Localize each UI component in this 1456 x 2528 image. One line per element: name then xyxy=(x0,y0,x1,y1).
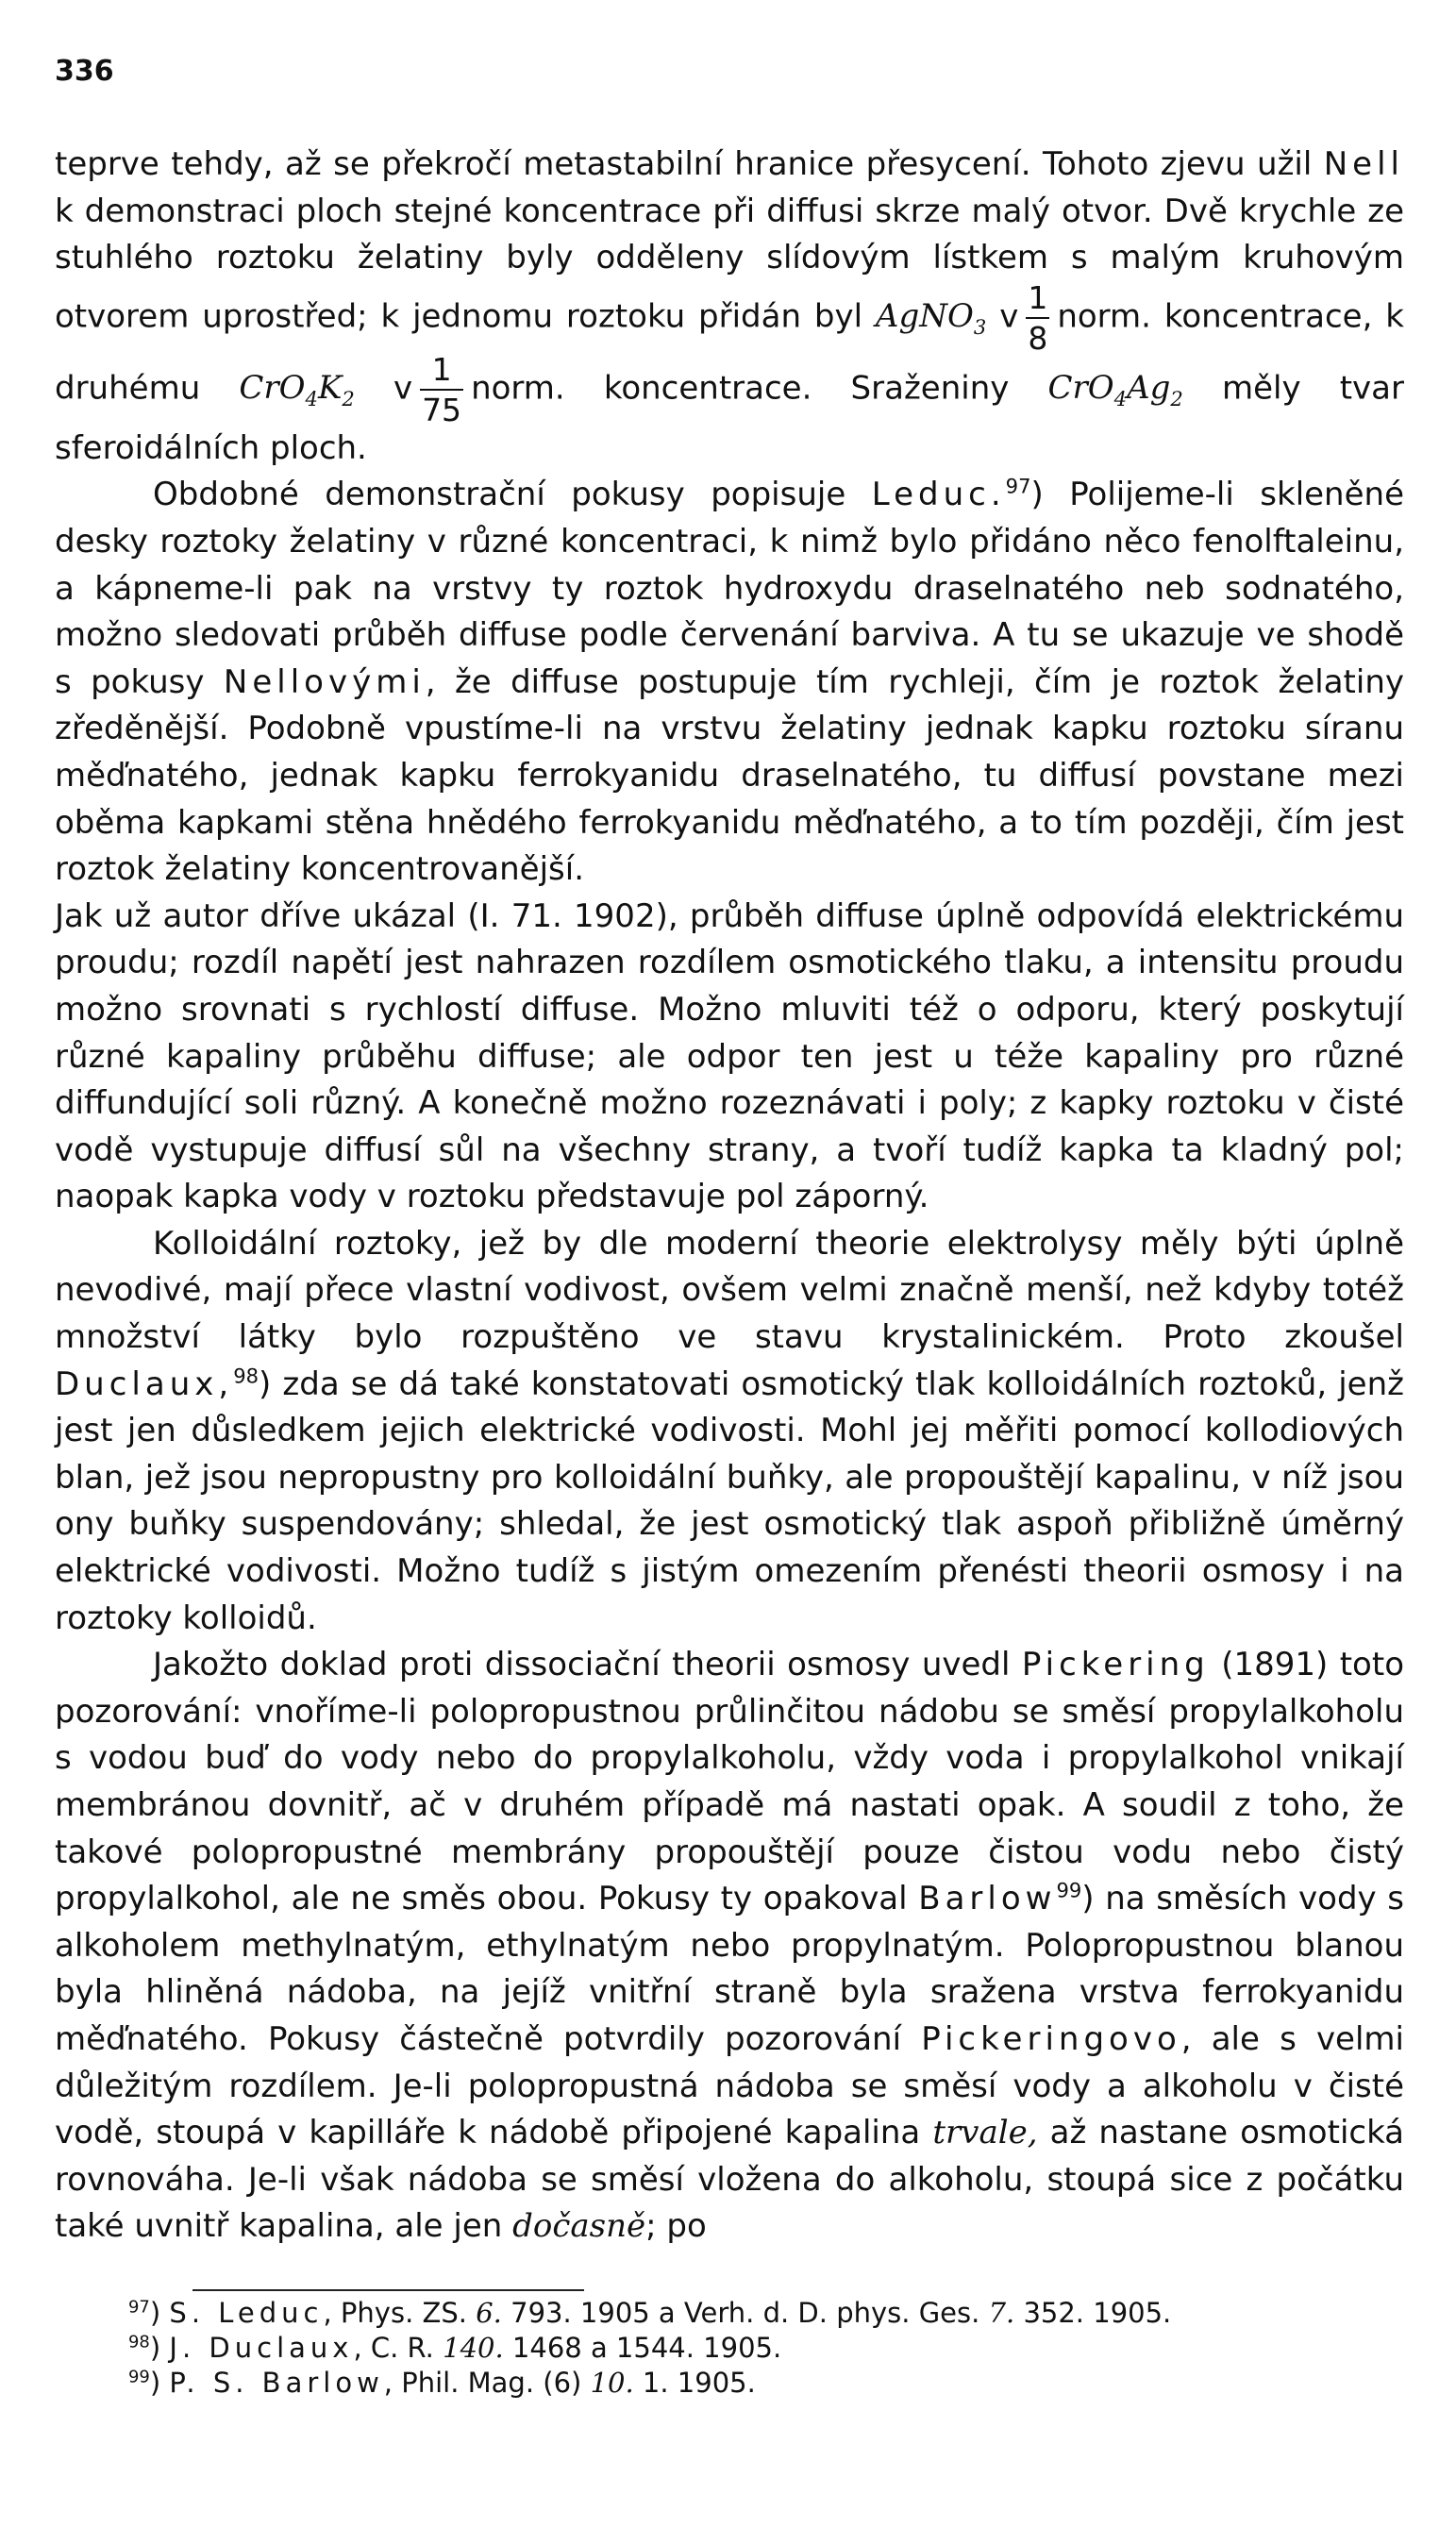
footnote-ref-98: 98 xyxy=(233,1364,259,1388)
text-run: měly tvar sferoidálních ploch. xyxy=(55,369,1404,467)
text-run: , ale s velmi důležitým rozdílem. Je-li polopropustná nádoba se směsí vody a alkoholu v čisté vodě, stoupá v kapilláře k nádobě připojené kapalina xyxy=(55,2019,1404,2152)
footnote-ref-99: 99 xyxy=(1056,1878,1082,1902)
author-name-nellovymi: Nellovými xyxy=(223,662,426,701)
text-run: (1891) toto pozorování: vnoříme-li polopropustnou průlinčitou nádobu se směsí propylalkoholu s vodou buď do vody nebo do propylalkoholu, vždy voda i propylalkohol vnikají membránou dovnitř, ač v druhém případě má nastati opak. A soudil z toho, že takové polopropustné membrány propouštějí pouze čistou vodu nebo čistý propylalkohol, ale ne směs obou. Pokusy ty opakoval xyxy=(55,1646,1404,1918)
emphasis-trvale: trvale, xyxy=(932,2114,1038,2152)
footnote-separator xyxy=(192,2289,584,2291)
footnote-99: $^{99}$) P. S. Barlow, Phil. Mag. (6) 10. 1. 1905. xyxy=(128,2367,756,2399)
page-number: 336 xyxy=(55,55,114,88)
text-run: Jakožto doklad proti dissociační theorii osmosy uvedl xyxy=(153,1646,1011,1684)
paragraph-5 xyxy=(55,1642,1404,2251)
text-run: k demonstraci ploch stejné koncentrace při diffusi skrze malý otvor. Dvě krychle ze stuhlého roztoku želatiny byly odděleny slídovým lístkem s malým kruhovým otvorem uprostřed; k jednomu roztoku přidán byl xyxy=(55,192,1404,336)
author-name-pickering: Pickering xyxy=(1021,1646,1210,1684)
text-run: teprve tehdy, až se překročí metastabilní hranice přesycení. Tohoto zjevu užil xyxy=(55,145,1313,183)
text-run: Obdobné demonstrační pokusy popisuje xyxy=(153,476,846,514)
text-run: až nastane osmotická rovnováha. Je-li však nádoba se směsí vložena do alkoholu, stoupá sice z počátku také uvnitř kapalina, ale jen xyxy=(55,2114,1405,2246)
paragraph-1 xyxy=(55,142,1404,472)
text-run: v xyxy=(999,297,1019,336)
text-run: ) na směsích vody s alkoholem methylnatým, ethylnatým nebo propylnatým. Polopropustnou blanou byla hliněná nádoba, na jejíž vnitřní straně byla sražena vrstva ferrokyanidu měďnatého. Pokusy částečně potvrdily pozorování xyxy=(55,1880,1405,2058)
formula-cro4k2: $CrO_4K_2$ xyxy=(239,369,355,411)
paragraph-2 xyxy=(55,472,1404,893)
formula-cro4ag2: $CrO_4Ag_2$ xyxy=(1047,369,1183,411)
paragraph-4 xyxy=(55,1221,1404,1642)
body-text xyxy=(55,142,1404,2251)
text-run: Kolloidální roztoky, jež by dle moderní theorie elektrolysy měly býti úplně nevodivé, mají přece vlastní vodivost, ovšem velmi značně menší, než kdyby totéž množství látky bylo rozpuštěno ve stavu krystalinickém. Proto zkoušel xyxy=(55,1224,1404,1357)
text-run: ) zda se dá také konstatovati osmotický tlak kolloidálních roztoků, jenž jest jen důsledkem jejich elektrické vodivosti. Mohl jej měřiti pomocí kollodiových blan, jež jsou nepropustny pro kolloidální buňky, ale propouštějí kapalinu, v níž jsou ony buňky suspendovány; shledal, že jest osmotický tlak aspoň přibližně úměrný elektrické vodivosti. Možno tudíž s jistým omezením přenésti theorii osmosy i na roztoky kolloidů. xyxy=(55,1364,1404,1637)
footnotes xyxy=(128,2296,1402,2401)
text-run: ) Polijeme-li skleněné desky roztoky želatiny v různé koncentraci, k nimž bylo přidáno něco fenolftaleinu, a kápneme-li pak na vrstvy ty roztok hydroxydu draselnatého neb sodnatého, možno sledovati průběh diffuse podle červenání barviva. A tu se ukazuje ve shodě s pokusy xyxy=(55,476,1404,701)
text-run: norm. koncentrace, k druhému xyxy=(55,297,1404,408)
author-name-barlow: Barlow xyxy=(918,1880,1057,1918)
footnote-98: $^{98}$) J. Duclaux, C. R. 140. 1468 a 1544. 1905. xyxy=(128,2332,782,2364)
text-run: ; po xyxy=(645,2207,707,2246)
footnote-ref-97: 97 xyxy=(1005,475,1031,499)
formula-agno3: AgNO$_3$ xyxy=(875,297,987,340)
footnote-97: $^{97}$) S. Leduc, Phys. ZS. 6. 793. 1905 a Verh. d. D. phys. Ges. 7. 352. 1905. xyxy=(128,2297,1172,2329)
paragraph-3: Jak už autor dříve ukázal (I. 71. 1902), průběh diffuse úplně odpovídá elektrickému proudu; rozdíl napětí jest nahrazen rozdílem osmotického tlaku, a intensitu proudu možno srovnati s rychlostí diffuse. Možno mluviti též o odporu, který poskytují různé kapaliny průběhu diffuse; ale odpor ten jest u téže kapaliny pro různé diffundující soli různý. A konečně možno rozeznávati i poly; z kapky roztoku v čisté vodě vystupuje diffusí sůl na všechny strany, a tvoří tudíž kapka ta kladný pol; naopak kapka vody v roztoku představuje pol záporný. xyxy=(55,896,1404,1216)
fraction-one-eighth: $\frac{1}{8}$ xyxy=(1028,278,1048,357)
text-run: , že diffuse postupuje tím rychleji, čím je roztok želatiny zředěnější. Podobně vpustíme-li na vrstvu želatiny jednak kapku roztoku síranu měďnatého, jednak kapku ferrokyanidu draselnatého, tu diffusí povstane mezi oběma kapkami stěna hnědého ferrokyanidu měďnatého, a to tím později, čím jest roztok želatiny koncentrovanější. xyxy=(55,662,1405,889)
fraction-one-seventyfifth: $\frac{1}{75}$ xyxy=(422,350,462,428)
author-name-pickeringovo: Pickeringovo xyxy=(921,2019,1181,2058)
author-name-leduc: Leduc. xyxy=(871,476,1006,514)
author-name-nell: Nell xyxy=(1323,145,1404,183)
text-run: norm. koncentrace. Sraženiny xyxy=(471,369,1010,408)
emphasis-docasne: dočasně xyxy=(512,2207,646,2246)
text-run: v xyxy=(393,369,413,408)
author-name-duclaux: Duclaux, xyxy=(55,1364,234,1403)
